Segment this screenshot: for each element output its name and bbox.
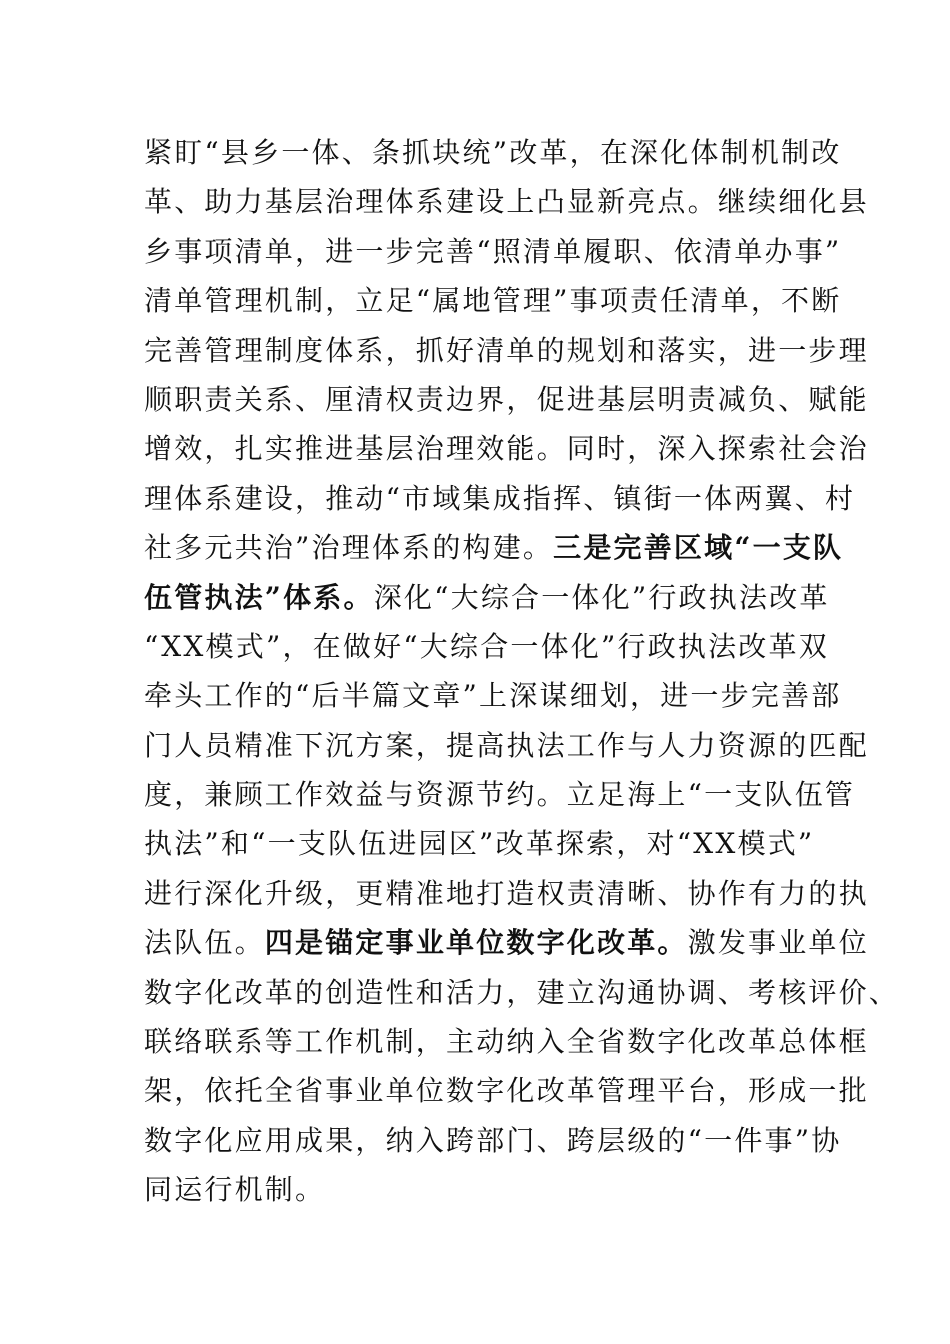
text-segment: 门人员精准下沉方案，提高执法工作与人力资源的匹配 xyxy=(144,728,869,762)
text-segment: 理体系建设，推动“市域集成指挥、镇街一体两翼、村 xyxy=(144,481,856,515)
text-line xyxy=(144,770,856,819)
text-segment: 同运行机制。 xyxy=(144,1173,326,1207)
text-segment: 紧盯“县乡一体、条抓块统”改革，在深化体制机制改 xyxy=(144,136,842,169)
text-segment: 增效，扎实推进基层治理效能。同时，深入探索社会治 xyxy=(144,432,869,466)
text-line xyxy=(144,622,844,671)
text-line xyxy=(144,869,869,918)
text-segment: 乡事项清单，进一步完善“照清单履职、依清单办事” xyxy=(144,234,842,268)
text-segment: 法队伍。 xyxy=(144,926,265,960)
text-segment: 数字化应用成果，纳入跨部门、跨层级的“一件事”协 xyxy=(144,1123,842,1157)
text-segment: 度，兼顾工作效益与资源节约。立足海上“一支队伍管 xyxy=(144,778,856,812)
text-line xyxy=(144,1017,869,1066)
text-segment: 激发事业单位 xyxy=(687,926,869,960)
text-segment: 牵头工作的“后半篇文章”上深谋细划，进一步完善部 xyxy=(144,679,842,713)
text-segment: 社多元共治”治理体系的构建。 xyxy=(144,531,554,565)
text-line xyxy=(144,375,869,424)
text-segment: 完善管理制度体系，抓好清单的规划和落实，进一步理 xyxy=(144,333,869,367)
text-line xyxy=(144,523,844,572)
text-segment: 数字化改革的创造性和活力，建立沟通协调、考核评价、 xyxy=(144,975,900,1009)
text-segment: 清单管理机制，立足“属地管理”事项责任清单，不断 xyxy=(144,284,842,318)
bold-text-segment: 伍管执法”体系。 xyxy=(144,580,374,614)
text-segment: 联络联系等工作机制，主动纳入全省数字化改革总体框 xyxy=(144,1025,869,1059)
text-segment: 革、助力基层治理体系建设上凸显新亮点。继续细化县 xyxy=(144,185,869,219)
text-segment: 执法”和“一支队伍进园区”改革探索，对“XX模式” xyxy=(144,827,815,861)
text-line xyxy=(144,573,844,622)
body-text xyxy=(144,128,900,1215)
text-segment: 顺职责关系、厘清权责边界，促进基层明责减负、赋能 xyxy=(144,382,869,416)
text-line xyxy=(144,177,869,226)
bold-text-segment: 四是锚定事业单位数字化改革。 xyxy=(264,926,688,960)
text-line xyxy=(144,819,844,868)
text-segment: 深化“大综合一体化”行政执法改革 xyxy=(373,580,830,614)
text-line xyxy=(144,326,869,375)
text-line xyxy=(144,1165,844,1214)
text-line xyxy=(144,1116,844,1165)
text-line xyxy=(144,721,869,770)
text-line xyxy=(144,968,900,1017)
text-line xyxy=(144,474,856,523)
text-line xyxy=(144,128,844,177)
text-line xyxy=(144,424,869,473)
text-segment: “XX模式”，在做好“大综合一体化”行政执法改革双 xyxy=(144,629,829,663)
text-line xyxy=(144,918,869,967)
text-line xyxy=(144,227,844,276)
text-line xyxy=(144,1066,869,1115)
bold-text-segment: 三是完善区域“一支队 xyxy=(553,531,844,565)
text-segment: 架，依托全省事业单位数字化改革管理平台，形成一批 xyxy=(144,1074,869,1108)
text-line xyxy=(144,276,844,325)
text-segment: 进行深化升级，更精准地打造权责清晰、协作有力的执 xyxy=(144,876,869,910)
text-line xyxy=(144,671,844,720)
